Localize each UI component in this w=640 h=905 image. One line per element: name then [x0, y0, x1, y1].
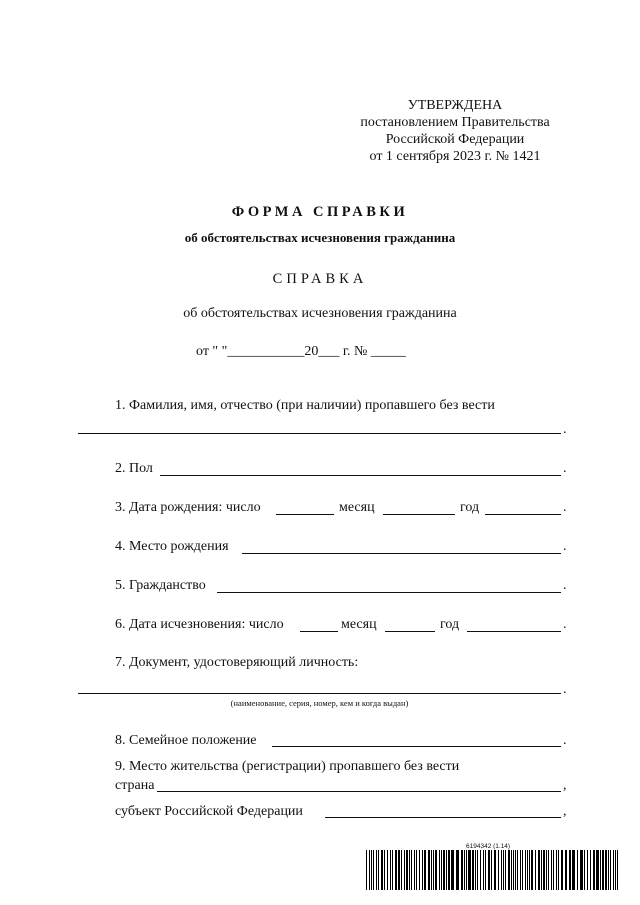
- item-6-day-field[interactable]: [300, 631, 338, 632]
- item-3-month-field[interactable]: [383, 514, 455, 515]
- item-4-label: 4. Место рождения: [115, 539, 229, 554]
- item-5-field[interactable]: [217, 592, 561, 593]
- item-9-country-field[interactable]: [157, 791, 561, 792]
- approval-block: [340, 97, 570, 165]
- item-5-period: .: [563, 578, 567, 593]
- item-7-label: 7. Документ, удостоверяющий личность:: [115, 655, 359, 670]
- item-3-label: 3. Дата рождения: число: [115, 500, 261, 515]
- item-7-caption: (наименование, серия, номер, кем и когда выдан): [230, 698, 409, 708]
- item-3-month-label: месяц: [339, 500, 375, 515]
- item-9-subject-label: субъект Российской Федерации: [115, 804, 303, 819]
- item-9-subject-comma: ,: [563, 804, 567, 819]
- form-subtitle: об обстоятельствах исчезновения гражданина: [184, 230, 456, 245]
- barcode-image: [366, 850, 618, 890]
- item-7-field[interactable]: [78, 693, 561, 694]
- form-title: ФОРМА СПРАВКИ: [231, 204, 409, 220]
- item-6-period: .: [563, 617, 567, 632]
- item-9-country-comma: ,: [563, 778, 567, 793]
- document-subtitle: об обстоятельствах исчезновения гражданина: [183, 306, 457, 321]
- item-4-period: .: [563, 539, 567, 554]
- item-3-year-label: год: [460, 500, 480, 515]
- item-2-field[interactable]: [160, 475, 561, 476]
- barcode-number: 6194342 (1.14): [466, 843, 511, 850]
- approval-line-3: Российской Федерации: [385, 132, 525, 147]
- item-1-field[interactable]: [78, 433, 561, 434]
- item-5-label: 5. Гражданство: [115, 578, 206, 593]
- item-4-field[interactable]: [242, 553, 561, 554]
- item-8-period: .: [563, 733, 567, 748]
- item-3-day-field[interactable]: [276, 514, 334, 515]
- approval-line-2: постановлением Правительства: [360, 115, 550, 130]
- item-7-period: .: [563, 682, 567, 697]
- item-6-year-label: год: [440, 617, 460, 632]
- item-3-year-field[interactable]: [485, 514, 561, 515]
- item-9-country-label: страна: [115, 778, 155, 793]
- item-9-subject-field[interactable]: [325, 817, 561, 818]
- item-8-field[interactable]: [272, 746, 561, 747]
- approval-line-1: УТВЕРЖДЕНА: [407, 98, 503, 113]
- item-2-label: 2. Пол: [115, 461, 153, 476]
- item-6-year-field[interactable]: [467, 631, 561, 632]
- item-1-period: .: [563, 422, 567, 437]
- document-title: СПРАВКА: [272, 271, 368, 287]
- approval-line-4: от 1 сентября 2023 г. № 1421: [369, 149, 541, 164]
- item-6-month-label: месяц: [341, 617, 377, 632]
- item-2-period: .: [563, 461, 567, 476]
- item-9-label: 9. Место жительства (регистрации) пропавшего без вести: [115, 759, 460, 774]
- item-1-label: 1. Фамилия, имя, отчество (при наличии) пропавшего без вести: [115, 398, 495, 413]
- item-6-month-field[interactable]: [385, 631, 435, 632]
- document-date-line: от " "___________20___ г. № _____: [196, 344, 406, 359]
- item-6-label: 6. Дата исчезновения: число: [115, 617, 284, 632]
- item-3-period: .: [563, 500, 567, 515]
- item-8-label: 8. Семейное положение: [115, 733, 257, 748]
